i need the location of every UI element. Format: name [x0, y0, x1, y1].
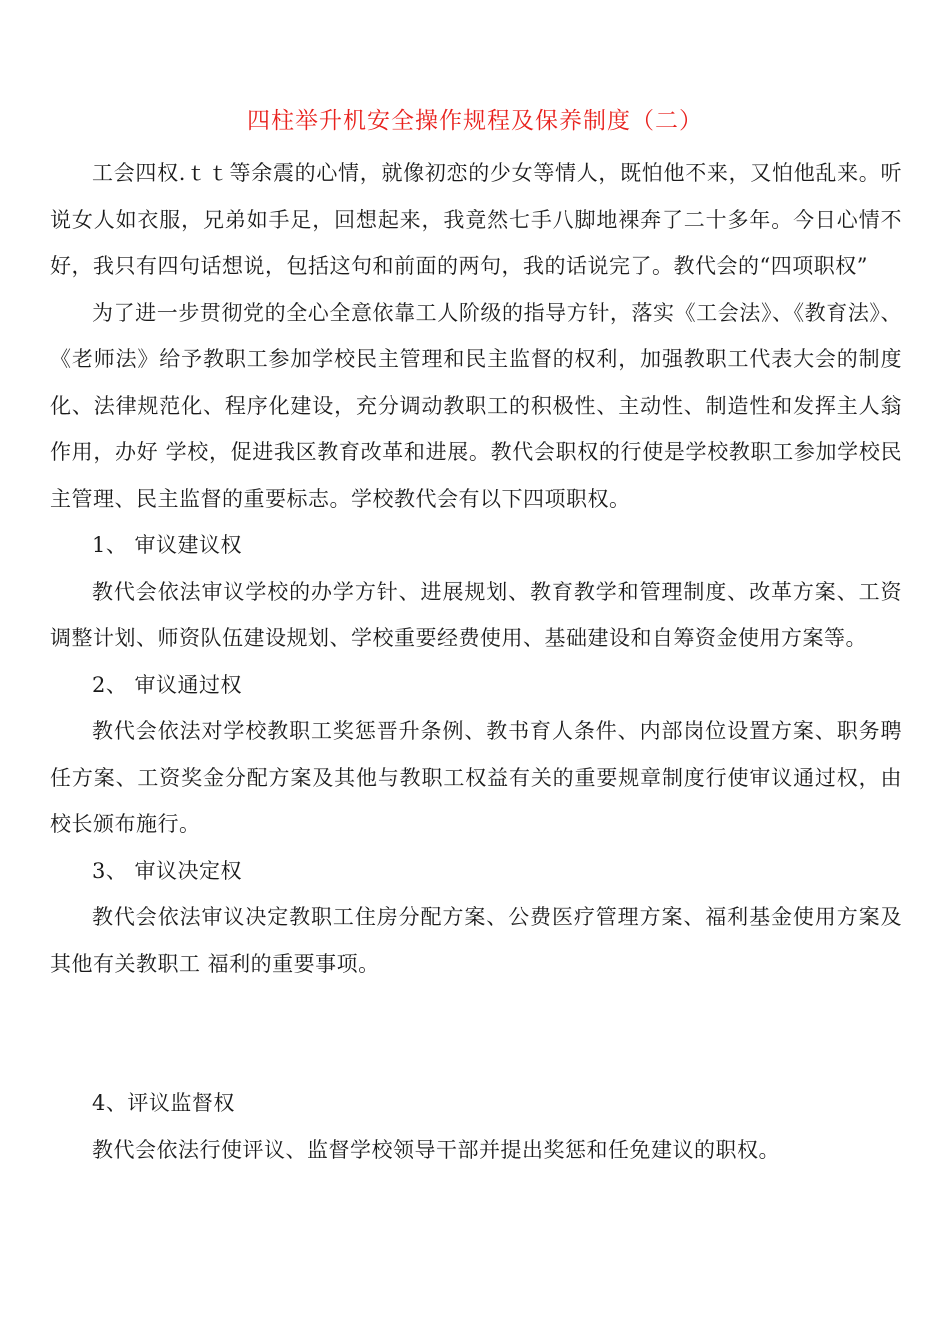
section-heading-2: 2、 审议通过权 [92, 672, 243, 697]
document-title: 四柱举升机安全操作规程及保养制度（二） [247, 108, 703, 134]
intro-paragraph: 工会四权.ｔｔ等余震的心情，就像初恋的少女等情人，既怕他不来，又怕他乱来。听说女人如衣服，兄弟如手足，回想起来，我竟然七手八脚地裸奔了二十多年。今日心情不好，我只有四句话想说，包括这句和前面的两句，我的话说完了。教代会的“四项职权” [50, 161, 902, 278]
document-body [50, 150, 902, 1173]
blank-gap [50, 987, 902, 1080]
section-paragraph-4: 教代会依法行使评议、监督学校领导干部并提出奖惩和任免建议的职权。 [92, 1137, 780, 1162]
section-heading-1: 1、 审议建议权 [92, 533, 243, 557]
section-heading-3: 3、 审议决定权 [92, 858, 243, 883]
section-paragraph-2: 教代会依法对学校教职工奖惩晋升条例、教书育人条件、内部岗位设置方案、职务聘任方案、工资奖金分配方案及其他与教职工权益有关的重要规章制度行使审议通过权，由校长颁布施行。 [50, 719, 902, 836]
section-paragraph-1: 教代会依法审议学校的办学方针、进展规划、教育教学和管理制度、改革方案、工资调整计划、师资队伍建设规划、学校重要经费使用、基础建设和自筹资金使用方案等。 [50, 579, 902, 650]
section-paragraph-3: 教代会依法审议决定教职工住房分配方案、公费医疗管理方案、福利基金使用方案及其他有关教职工 福利的重要事项。 [50, 905, 902, 976]
purpose-paragraph: 为了进一步贯彻党的全心全意依靠工人阶级的指导方针，落实《工会法》、《教育法》、《老师法》给予教职工参加学校民主管理和民主监督的权利，加强教职工代表大会的制度化、法律规范化、程序化建设，充分调动教职工的积极性、主动性、制造性和发挥主人翁作用，办好 学校，促进我区教育改革和进展。教代会职权的行使是学校教职工参加学校民主管理、民主监督的重要标志。学校教代会有以下四项职权。 [50, 300, 902, 511]
section-heading-4: 4、评议监督权 [92, 1091, 235, 1115]
